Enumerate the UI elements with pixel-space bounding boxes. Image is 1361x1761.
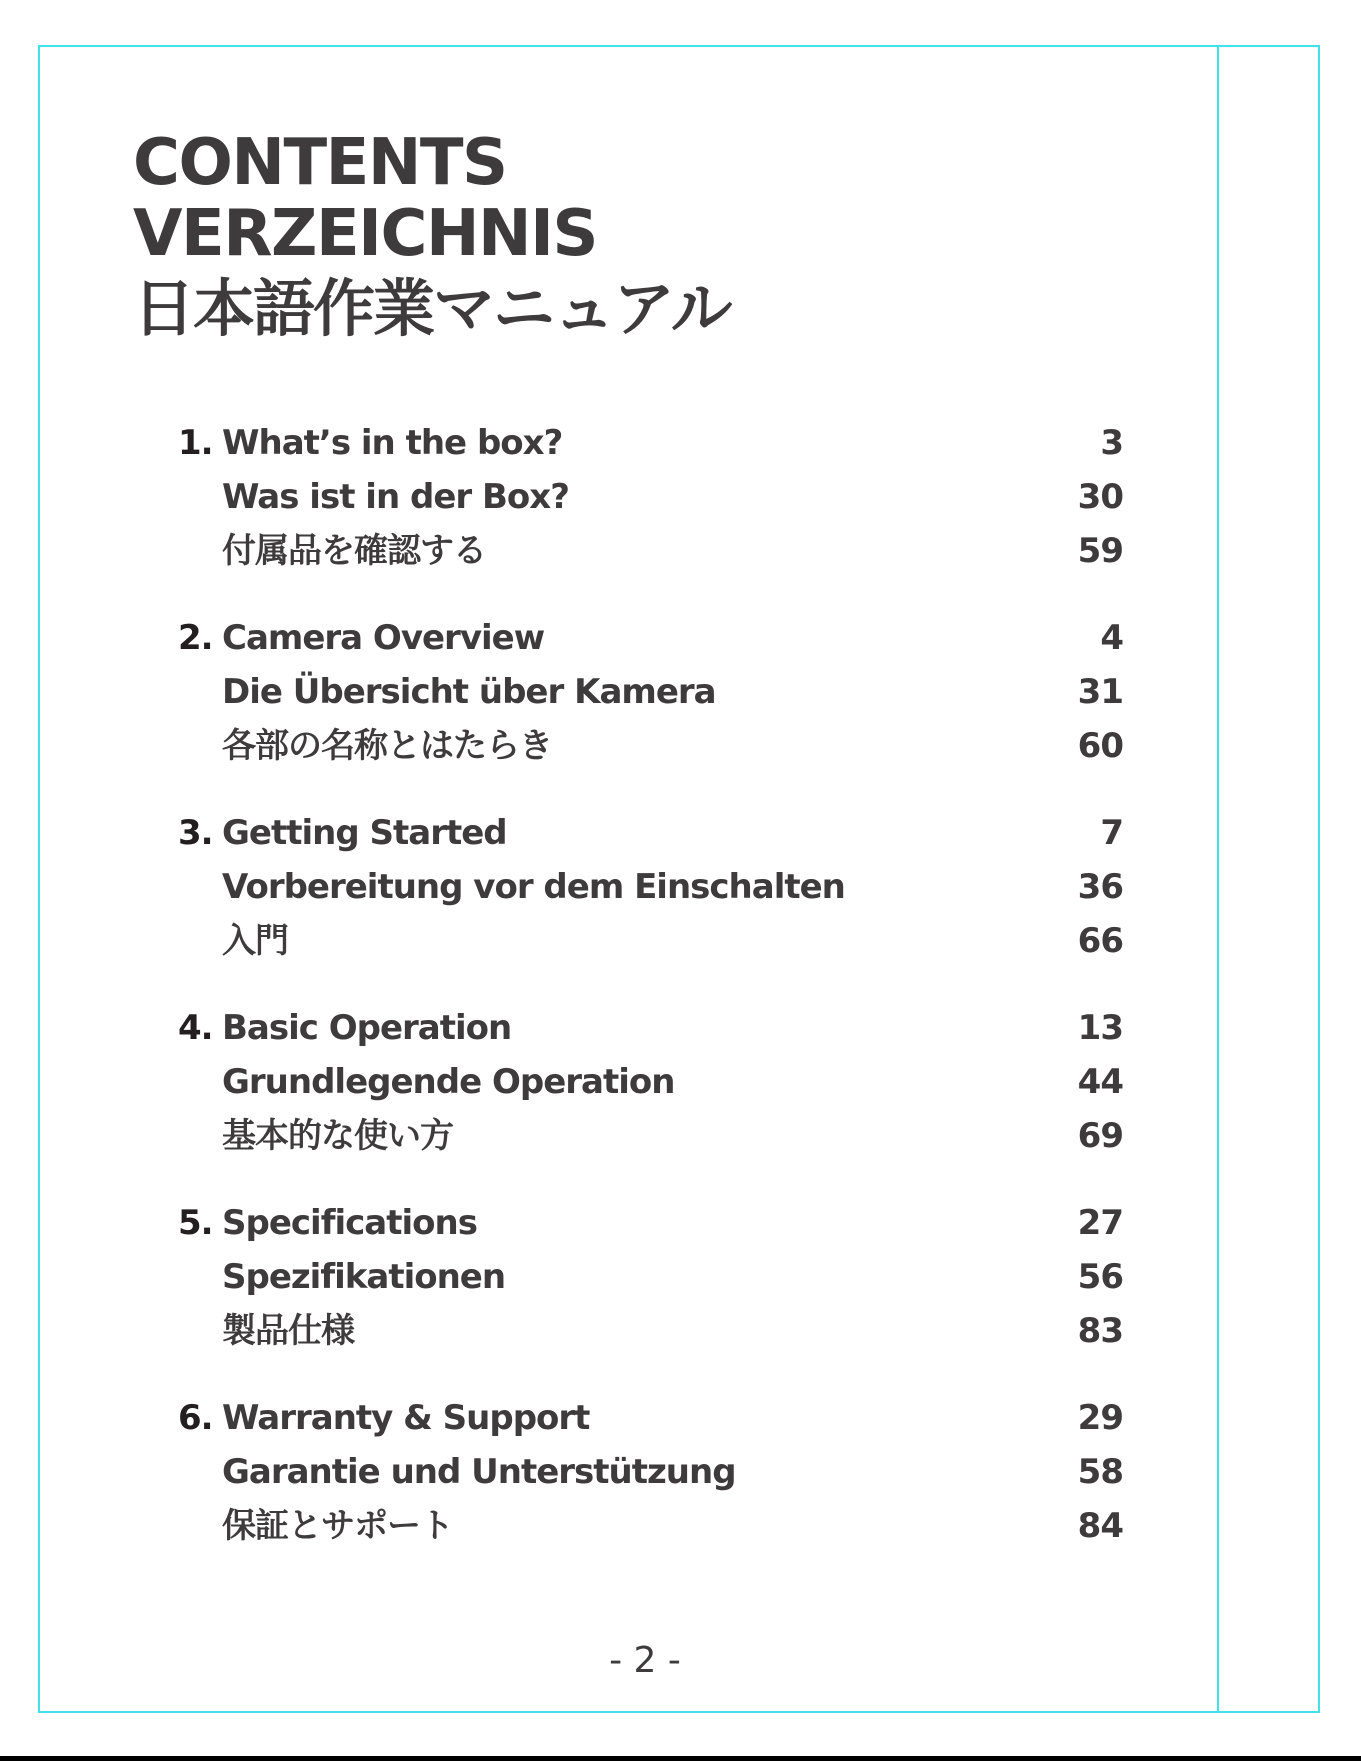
toc-entry[interactable] <box>178 860 1123 914</box>
table-of-contents <box>178 416 1123 1586</box>
section-number: 5. <box>178 1203 213 1243</box>
toc-entry[interactable] <box>178 914 1123 968</box>
section-number: 2. <box>178 618 213 658</box>
section-number: 3. <box>178 813 213 853</box>
section-number: 6. <box>178 1398 213 1438</box>
entry-label: Garantie und Unterstützung <box>222 1452 736 1492</box>
entry-label: 付属品を確認する <box>222 531 486 571</box>
section-number: 4. <box>178 1008 213 1048</box>
page-number: 44 <box>1077 1062 1123 1102</box>
entry-label: Vorbereitung vor dem Einschalten <box>222 867 845 907</box>
page-number: 4 <box>1100 618 1123 658</box>
toc-entry[interactable] <box>178 1055 1123 1109</box>
page-number: 59 <box>1077 531 1123 571</box>
toc-entry[interactable] <box>178 470 1123 524</box>
toc-entry[interactable] <box>178 524 1123 578</box>
entry-label: 入門 <box>222 921 288 961</box>
toc-entry[interactable] <box>178 1250 1123 1304</box>
toc-entry[interactable] <box>178 665 1123 719</box>
page-number: 66 <box>1077 921 1123 961</box>
toc-entry[interactable] <box>178 1001 1123 1055</box>
entry-label: Die Übersicht über Kamera <box>222 672 716 712</box>
entry-label: Was ist in der Box? <box>222 477 569 517</box>
page-number: 36 <box>1077 867 1123 907</box>
entry-label: Specifications <box>222 1203 477 1243</box>
page-number: 58 <box>1077 1452 1123 1492</box>
entry-label: What’s in the box? <box>222 423 563 463</box>
entry-label: 製品仕様 <box>222 1311 354 1351</box>
page-number: 60 <box>1077 726 1123 766</box>
page-number: 3 <box>1100 423 1123 463</box>
toc-entry[interactable] <box>178 806 1123 860</box>
page-number: 29 <box>1077 1398 1123 1438</box>
toc-section-2 <box>178 611 1123 773</box>
entry-label: Getting Started <box>222 813 507 853</box>
margin-guide <box>1217 45 1219 1713</box>
title-japanese: 日本語作業マニュアル <box>133 272 731 345</box>
entry-label: Spezifikationen <box>222 1257 506 1297</box>
toc-entry[interactable] <box>178 719 1123 773</box>
page-number: 56 <box>1077 1257 1123 1297</box>
page-number: 84 <box>1077 1506 1123 1546</box>
entry-label: Camera Overview <box>222 618 545 658</box>
page-number: 83 <box>1077 1311 1123 1351</box>
page-number: 7 <box>1100 813 1123 853</box>
entry-label: Warranty & Support <box>222 1398 590 1438</box>
page-title <box>133 128 731 348</box>
toc-entry[interactable] <box>178 1391 1123 1445</box>
toc-section-1 <box>178 416 1123 578</box>
page-number: 31 <box>1077 672 1123 712</box>
page-footer-number: - 2 - <box>609 1640 681 1681</box>
toc-entry[interactable] <box>178 1304 1123 1358</box>
toc-entry[interactable] <box>178 611 1123 665</box>
toc-section-4 <box>178 1001 1123 1163</box>
toc-section-5 <box>178 1196 1123 1358</box>
toc-entry[interactable] <box>178 1445 1123 1499</box>
toc-entry[interactable] <box>178 1196 1123 1250</box>
toc-entry[interactable] <box>178 1109 1123 1163</box>
toc-section-6 <box>178 1391 1123 1553</box>
entry-label: Grundlegende Operation <box>222 1062 675 1102</box>
page-number: 69 <box>1077 1116 1123 1156</box>
entry-label: 保証とサポート <box>222 1506 453 1546</box>
page-number: 27 <box>1077 1203 1123 1243</box>
section-number: 1. <box>178 423 213 463</box>
title-contents: CONTENTS <box>133 126 507 200</box>
toc-entry[interactable] <box>178 1499 1123 1553</box>
entry-label: 基本的な使い方 <box>222 1116 453 1156</box>
title-verzeichnis: VERZEICHNIS <box>133 197 597 271</box>
entry-label: Basic Operation <box>222 1008 512 1048</box>
page-number: 13 <box>1077 1008 1123 1048</box>
entry-label: 各部の名称とはたらき <box>222 726 552 766</box>
toc-section-3 <box>178 806 1123 968</box>
page-number: 30 <box>1077 477 1123 517</box>
bottom-edge <box>0 1756 1361 1761</box>
toc-entry[interactable] <box>178 416 1123 470</box>
